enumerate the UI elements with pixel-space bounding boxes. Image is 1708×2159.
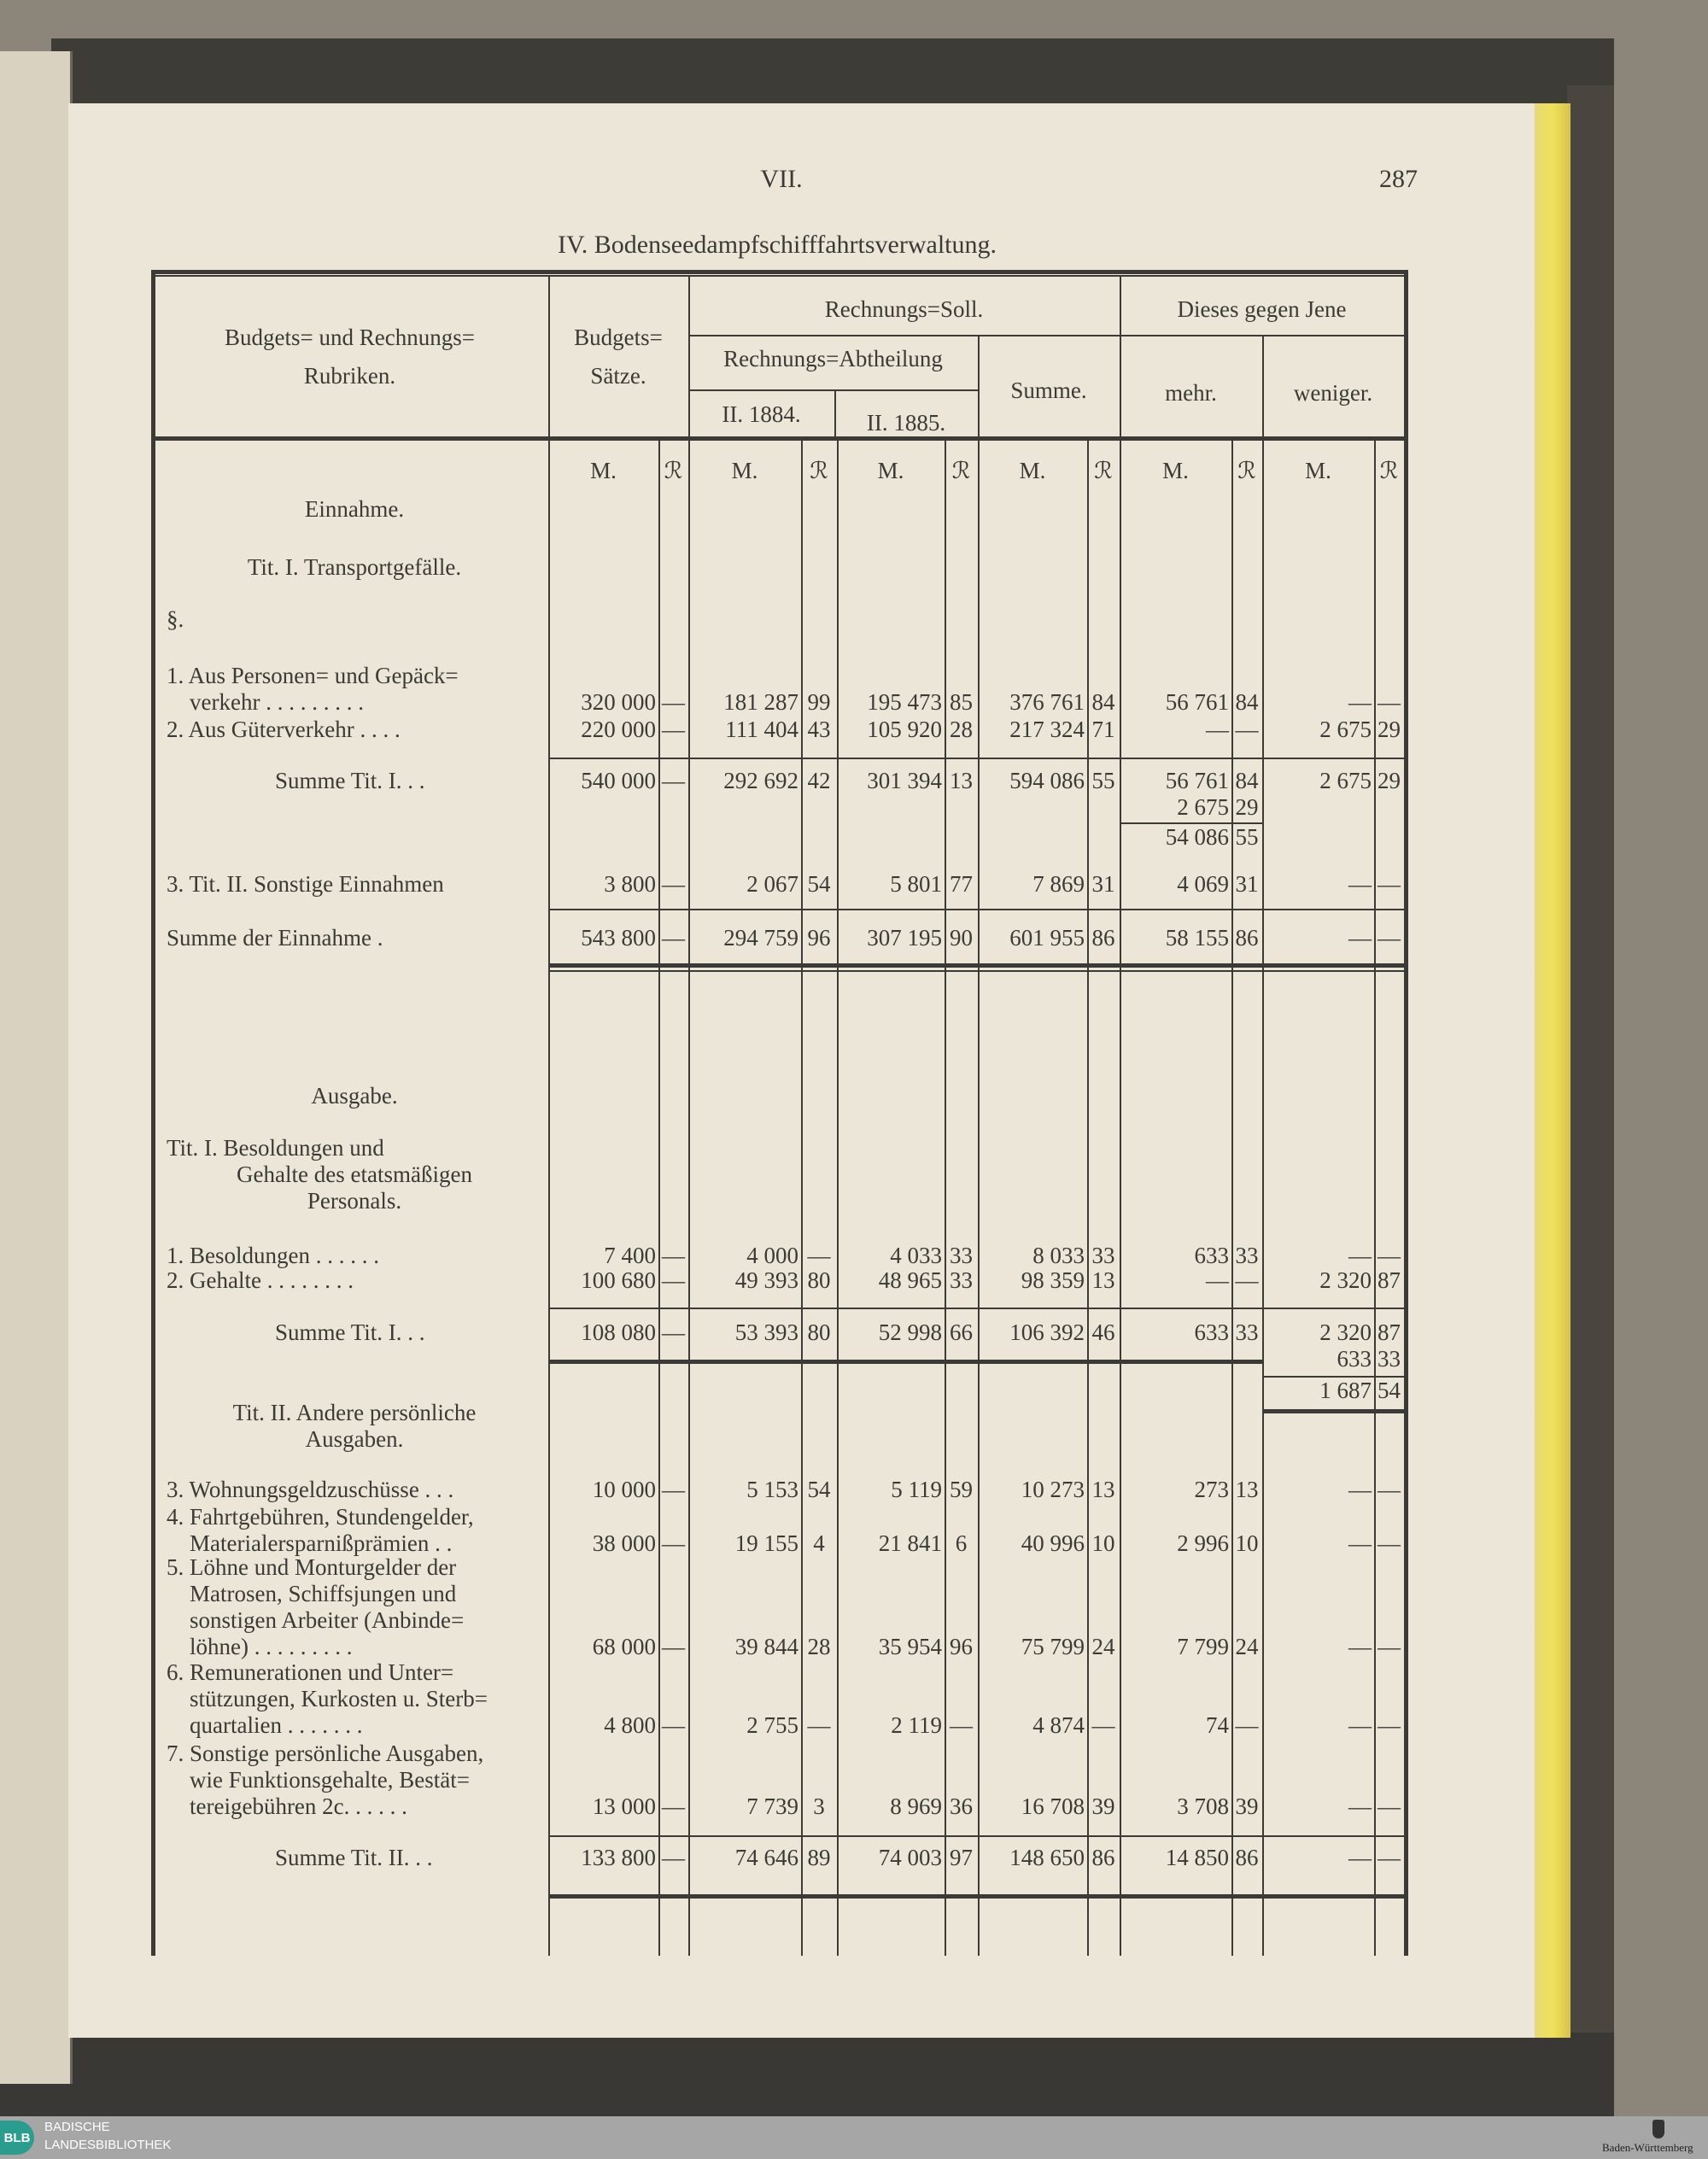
cell-pfennig: — bbox=[662, 717, 685, 742]
unit-mark: M. bbox=[1305, 458, 1331, 483]
cell-mark: 133 800 bbox=[581, 1845, 656, 1870]
cell-pfennig: 31 bbox=[1235, 871, 1259, 897]
cell-pfennig: — bbox=[662, 1243, 685, 1268]
cell-pfennig: 86 bbox=[1091, 1845, 1115, 1870]
cell-pfennig: 29 bbox=[1378, 768, 1401, 793]
cell-mark: 2 067 bbox=[746, 871, 798, 897]
cell-mark: — bbox=[1206, 1267, 1229, 1293]
header-1884: II. 1884. bbox=[722, 401, 801, 427]
cell-mark: 4 800 bbox=[604, 1712, 656, 1738]
cell-mark: 7 869 bbox=[1032, 871, 1085, 897]
row-label: verkehr . . . . . . . . . bbox=[167, 689, 364, 715]
cell-mark: 40 996 bbox=[1021, 1530, 1085, 1556]
cell-pfennig: 97 bbox=[950, 1845, 973, 1870]
blb-logo: BLB bbox=[0, 2121, 34, 2155]
cell-pfennig: — bbox=[1378, 1845, 1401, 1870]
cell-mark: 19 155 bbox=[734, 1530, 798, 1556]
cell-pfennig: 33 bbox=[1091, 1243, 1115, 1268]
cell-pfennig: 84 bbox=[1091, 689, 1115, 715]
cell-pfennig: — bbox=[1378, 925, 1401, 951]
row-label: Tit. II. Andere persönliche bbox=[232, 1400, 477, 1425]
cell-mark: — bbox=[1348, 1845, 1372, 1870]
cell-pfennig: 33 bbox=[950, 1243, 973, 1268]
cell-mark: 376 761 bbox=[1009, 689, 1085, 715]
cell-pfennig: 77 bbox=[950, 871, 973, 897]
cell-pfennig: 54 bbox=[807, 1477, 831, 1502]
header-summe: Summe. bbox=[1010, 377, 1087, 403]
cell-mark: 49 393 bbox=[734, 1267, 798, 1293]
row-label: 7. Sonstige persönliche Ausgaben, bbox=[167, 1741, 484, 1766]
cell-mark: 13 000 bbox=[592, 1793, 656, 1819]
unit-mark: M. bbox=[1019, 458, 1046, 483]
cell-mark: 56 761 bbox=[1165, 768, 1229, 793]
cell-pfennig: 54 bbox=[807, 871, 831, 897]
unit-pfennig: ℛ bbox=[664, 458, 683, 483]
cell-mark: 8 033 bbox=[1032, 1243, 1085, 1268]
row-label: Einnahme. bbox=[304, 496, 405, 522]
cell-pfennig: — bbox=[662, 1712, 685, 1738]
cell-mark: — bbox=[1348, 925, 1372, 951]
unit-pfennig: ℛ bbox=[1379, 458, 1399, 483]
cell-pfennig: 96 bbox=[950, 1634, 973, 1659]
row-label: 3. Wohnungsgeldzuschüsse . . . bbox=[167, 1477, 454, 1502]
horizontal-rule bbox=[548, 963, 1404, 968]
row-label: Tit. I. Besoldungen und bbox=[167, 1135, 384, 1161]
cell-pfennig: — bbox=[1235, 717, 1259, 742]
row-label: 1. Besoldungen . . . . . . bbox=[167, 1243, 379, 1268]
row-label: tereigebühren 2c. . . . . . bbox=[167, 1793, 407, 1819]
part-number: VII. bbox=[760, 165, 803, 193]
header-saetze: Sätze. bbox=[590, 363, 646, 389]
cell-mark: 21 841 bbox=[878, 1530, 942, 1556]
row-label: 2. Gehalte . . . . . . . . bbox=[167, 1267, 354, 1293]
cell-pfennig: 86 bbox=[1235, 1845, 1259, 1870]
library-name-line2: LANDESBIBLIOTHEK bbox=[44, 2138, 172, 2152]
cell-mark: 39 844 bbox=[734, 1634, 798, 1659]
horizontal-rule bbox=[548, 1894, 1404, 1899]
cell-mark: 7 799 bbox=[1177, 1634, 1229, 1659]
state-crest-icon bbox=[1652, 2120, 1664, 2139]
cell-pfennig: 39 bbox=[1091, 1793, 1115, 1819]
cell-pfennig: 71 bbox=[1091, 717, 1115, 742]
cell-pfennig: 66 bbox=[950, 1319, 973, 1345]
row-label: wie Funktionsgehalte, Bestät= bbox=[167, 1767, 470, 1793]
cell-mark: 10 000 bbox=[592, 1477, 656, 1502]
horizontal-rule bbox=[1262, 1376, 1404, 1378]
cell-pfennig: 39 bbox=[1235, 1793, 1259, 1819]
cell-pfennig: 55 bbox=[1235, 824, 1259, 850]
row-label: Personals. bbox=[307, 1188, 402, 1214]
cell-pfennig: 96 bbox=[807, 925, 831, 951]
unit-pfennig: ℛ bbox=[1094, 458, 1113, 483]
cell-pfennig: 59 bbox=[950, 1477, 973, 1502]
cell-mark: 48 965 bbox=[878, 1267, 942, 1293]
cell-pfennig: 28 bbox=[807, 1634, 831, 1659]
cell-pfennig: 29 bbox=[1235, 794, 1259, 820]
cell-pfennig: 33 bbox=[950, 1267, 973, 1293]
cell-pfennig: — bbox=[1378, 1793, 1401, 1819]
cell-mark: — bbox=[1348, 871, 1372, 897]
cell-mark: — bbox=[1348, 689, 1372, 715]
cell-pfennig: 13 bbox=[1235, 1477, 1259, 1502]
library-name-line1: BADISCHE bbox=[44, 2120, 110, 2134]
cell-mark: 4 069 bbox=[1177, 871, 1229, 897]
cell-mark: 98 359 bbox=[1021, 1267, 1085, 1293]
header-abtheilung: Rechnungs=Abtheilung bbox=[723, 346, 943, 372]
vertical-rule bbox=[548, 275, 550, 1956]
unit-pfennig: ℛ bbox=[951, 458, 971, 483]
unit-mark: M. bbox=[1162, 458, 1189, 483]
cell-pfennig: 80 bbox=[807, 1267, 831, 1293]
cell-pfennig: — bbox=[662, 1530, 685, 1556]
cell-mark: 594 086 bbox=[1009, 768, 1085, 793]
header-rechnungs-soll: Rechnungs=Soll. bbox=[824, 296, 984, 322]
cell-pfennig: 55 bbox=[1091, 768, 1115, 793]
row-label: Matrosen, Schiffsjungen und bbox=[167, 1581, 457, 1606]
cell-mark: 320 000 bbox=[581, 689, 656, 715]
cell-mark: 56 761 bbox=[1165, 689, 1229, 715]
state-label: Baden-Württemberg bbox=[1602, 2141, 1693, 2154]
row-label: Ausgabe. bbox=[311, 1083, 398, 1109]
row-label: 1. Aus Personen= und Gepäck= bbox=[167, 663, 459, 688]
cell-pfennig: — bbox=[807, 1712, 831, 1738]
cell-pfennig: 4 bbox=[813, 1530, 825, 1556]
vertical-rule bbox=[1404, 270, 1408, 1956]
cell-mark: — bbox=[1348, 1477, 1372, 1502]
cell-pfennig: 10 bbox=[1235, 1530, 1259, 1556]
cell-mark: 16 708 bbox=[1021, 1793, 1085, 1819]
cell-pfennig: 10 bbox=[1091, 1530, 1115, 1556]
cell-mark: 633 bbox=[1194, 1243, 1229, 1268]
unit-pfennig: ℛ bbox=[1237, 458, 1256, 483]
cell-mark: 100 680 bbox=[581, 1267, 656, 1293]
header-rubriken: Rubriken. bbox=[303, 363, 396, 389]
cell-pfennig: — bbox=[1378, 1712, 1401, 1738]
cell-mark: — bbox=[1348, 1530, 1372, 1556]
cell-pfennig: — bbox=[662, 1793, 685, 1819]
cell-mark: 633 bbox=[1337, 1346, 1372, 1372]
cell-pfennig: 6 bbox=[955, 1530, 968, 1556]
cell-pfennig: 33 bbox=[1235, 1319, 1259, 1345]
cell-mark: 3 708 bbox=[1177, 1793, 1229, 1819]
cell-pfennig: — bbox=[662, 1845, 685, 1870]
cell-pfennig: — bbox=[662, 1634, 685, 1659]
cell-pfennig: 90 bbox=[950, 925, 973, 951]
row-label: 2. Aus Güterverkehr . . . . bbox=[167, 717, 401, 742]
cell-pfennig: 31 bbox=[1091, 871, 1115, 897]
row-label: Materialersparnißprämien . . bbox=[167, 1530, 453, 1556]
row-label: löhne) . . . . . . . . . bbox=[167, 1634, 353, 1659]
cell-pfennig: 85 bbox=[950, 689, 973, 715]
header-saetze: Budgets= bbox=[574, 325, 663, 350]
cell-pfennig: 24 bbox=[1235, 1634, 1259, 1659]
cell-mark: 54 086 bbox=[1165, 824, 1229, 850]
cell-pfennig: — bbox=[662, 768, 685, 793]
horizontal-rule bbox=[1262, 1409, 1404, 1413]
cell-mark: 74 bbox=[1206, 1712, 1229, 1738]
cell-pfennig: 84 bbox=[1235, 768, 1259, 793]
cell-pfennig: — bbox=[1378, 1634, 1401, 1659]
cell-mark: 5 153 bbox=[746, 1477, 798, 1502]
cell-mark: 217 324 bbox=[1009, 717, 1085, 742]
vertical-rule bbox=[151, 270, 155, 1956]
cell-mark: 5 801 bbox=[890, 871, 942, 897]
row-label: Summe Tit. I. . . bbox=[275, 1319, 425, 1345]
cell-mark: 543 800 bbox=[581, 925, 656, 951]
cell-mark: 148 650 bbox=[1009, 1845, 1085, 1870]
cell-mark: — bbox=[1348, 1793, 1372, 1819]
horizontal-rule bbox=[548, 970, 1404, 972]
cell-pfennig: 42 bbox=[807, 768, 831, 793]
cell-pfennig: 89 bbox=[807, 1845, 831, 1870]
cell-mark: 74 003 bbox=[878, 1845, 942, 1870]
unit-pfennig: ℛ bbox=[810, 458, 828, 483]
cell-mark: 220 000 bbox=[581, 717, 656, 742]
row-label: stützungen, Kurkosten u. Sterb= bbox=[167, 1686, 488, 1711]
cell-pfennig: 13 bbox=[950, 768, 973, 793]
cell-pfennig: 87 bbox=[1378, 1267, 1401, 1293]
header-dieses-gegen-jene: Dieses gegen Jene bbox=[1177, 296, 1347, 322]
page-number: 287 bbox=[1379, 165, 1418, 193]
cell-mark: 58 155 bbox=[1165, 925, 1229, 951]
horizontal-rule bbox=[548, 1360, 1262, 1364]
cell-mark: 8 969 bbox=[890, 1793, 942, 1819]
cell-pfennig: 43 bbox=[807, 717, 831, 742]
cell-mark: 7 400 bbox=[604, 1243, 656, 1268]
cell-mark: 195 473 bbox=[867, 689, 942, 715]
cell-pfennig: 28 bbox=[950, 717, 973, 742]
cell-mark: 633 bbox=[1194, 1319, 1229, 1345]
row-label: §. bbox=[167, 606, 184, 632]
cell-pfennig: 99 bbox=[807, 689, 831, 715]
row-label: 5. Löhne und Monturgelder der bbox=[167, 1554, 457, 1580]
cell-pfennig: — bbox=[1378, 1243, 1401, 1268]
cell-mark: 106 392 bbox=[1009, 1319, 1085, 1345]
cell-pfennig: — bbox=[662, 689, 685, 715]
horizontal-rule bbox=[688, 335, 1404, 336]
cell-pfennig: — bbox=[1235, 1267, 1259, 1293]
vertical-rule bbox=[688, 275, 690, 1956]
cell-pfennig: 54 bbox=[1378, 1378, 1401, 1403]
vertical-rule bbox=[1120, 275, 1121, 1956]
cell-mark: — bbox=[1348, 1634, 1372, 1659]
cell-mark: 5 119 bbox=[891, 1477, 942, 1502]
cell-pfennig: — bbox=[662, 1319, 685, 1345]
cell-mark: 2 675 bbox=[1319, 768, 1372, 793]
cell-pfennig: 87 bbox=[1378, 1319, 1401, 1345]
header-rubriken: Budgets= und Rechnungs= bbox=[225, 325, 475, 350]
cell-mark: 52 998 bbox=[878, 1319, 942, 1345]
cell-mark: 307 195 bbox=[867, 925, 942, 951]
cell-pfennig: — bbox=[1235, 1712, 1259, 1738]
header-mehr: mehr. bbox=[1165, 380, 1217, 406]
cell-mark: 35 954 bbox=[878, 1634, 942, 1659]
cell-mark: 111 404 bbox=[725, 717, 798, 742]
row-label: Tit. I. Transportgefälle. bbox=[247, 554, 462, 580]
cell-mark: 68 000 bbox=[592, 1634, 656, 1659]
cell-pfennig: — bbox=[662, 1477, 685, 1502]
cell-pfennig: 86 bbox=[1091, 925, 1115, 951]
section-title: IV. Bodenseedampfschifffahrtsverwaltung. bbox=[557, 231, 997, 259]
cell-mark: 301 394 bbox=[867, 768, 942, 793]
horizontal-rule bbox=[688, 389, 978, 391]
cell-mark: 4 033 bbox=[890, 1243, 942, 1268]
cell-mark: 7 739 bbox=[746, 1793, 798, 1819]
horizontal-rule bbox=[548, 1835, 1404, 1837]
cell-mark: 53 393 bbox=[734, 1319, 798, 1345]
row-label: Gehalte des etatsmäßigen bbox=[237, 1161, 472, 1187]
cell-mark: 2 320 bbox=[1319, 1267, 1372, 1293]
row-label: 6. Remunerationen und Unter= bbox=[167, 1659, 454, 1685]
horizontal-rule bbox=[151, 275, 1407, 277]
cell-pfennig: — bbox=[807, 1243, 831, 1268]
cell-mark: 2 119 bbox=[891, 1712, 942, 1738]
cell-mark: 3 800 bbox=[604, 871, 656, 897]
cell-mark: 540 000 bbox=[581, 768, 656, 793]
horizontal-rule bbox=[151, 436, 1407, 441]
cell-mark: 2 320 bbox=[1319, 1319, 1372, 1345]
header-weniger: weniger. bbox=[1293, 380, 1373, 406]
footer-bar bbox=[0, 2116, 1708, 2159]
cell-pfennig: — bbox=[1091, 1712, 1115, 1738]
unit-mark: M. bbox=[731, 458, 758, 483]
cell-pfennig: — bbox=[1378, 689, 1401, 715]
row-label: Summe Tit. II. . . bbox=[275, 1845, 433, 1870]
cell-mark: 74 646 bbox=[734, 1845, 798, 1870]
row-label: 4. Fahrtgebühren, Stundengelder, bbox=[167, 1504, 474, 1530]
cell-mark: 105 920 bbox=[867, 717, 942, 742]
cell-pfennig: — bbox=[662, 925, 685, 951]
cell-mark: 2 675 bbox=[1319, 717, 1372, 742]
cell-pfennig: 86 bbox=[1235, 925, 1259, 951]
unit-mark: M. bbox=[877, 458, 904, 483]
cell-mark: 108 080 bbox=[581, 1319, 656, 1345]
header-1885: II. 1885. bbox=[866, 410, 946, 436]
cell-pfennig: 33 bbox=[1378, 1346, 1401, 1372]
cell-pfennig: — bbox=[662, 1267, 685, 1293]
cell-mark: 292 692 bbox=[723, 768, 798, 793]
cell-pfennig: 36 bbox=[950, 1793, 973, 1819]
cell-mark: 2 675 bbox=[1177, 794, 1229, 820]
cell-mark: 38 000 bbox=[592, 1530, 656, 1556]
cell-pfennig: 13 bbox=[1091, 1477, 1115, 1502]
cell-pfennig: 80 bbox=[807, 1319, 831, 1345]
cell-mark: — bbox=[1348, 1712, 1372, 1738]
horizontal-rule bbox=[548, 758, 1404, 759]
cell-mark: 294 759 bbox=[723, 925, 798, 951]
unit-mark: M. bbox=[590, 458, 617, 483]
cell-mark: 2 996 bbox=[1177, 1530, 1229, 1556]
cell-mark: 181 287 bbox=[723, 689, 798, 715]
cell-mark: 1 687 bbox=[1319, 1378, 1372, 1403]
cell-pfennig: 13 bbox=[1091, 1267, 1115, 1293]
horizontal-rule bbox=[548, 1308, 1404, 1309]
cell-mark: — bbox=[1206, 717, 1229, 742]
cell-mark: 601 955 bbox=[1009, 925, 1085, 951]
cell-mark: 4 874 bbox=[1032, 1712, 1085, 1738]
horizontal-rule bbox=[1120, 822, 1262, 824]
cell-mark: 14 850 bbox=[1165, 1845, 1229, 1870]
cell-mark: 2 755 bbox=[746, 1712, 798, 1738]
cell-pfennig: 3 bbox=[813, 1793, 825, 1819]
cell-pfennig: — bbox=[662, 871, 685, 897]
cell-pfennig: 84 bbox=[1235, 689, 1259, 715]
cell-mark: 75 799 bbox=[1021, 1634, 1085, 1659]
horizontal-rule bbox=[548, 909, 1404, 910]
cell-pfennig: 29 bbox=[1378, 717, 1401, 742]
cell-mark: 10 273 bbox=[1021, 1477, 1085, 1502]
cell-pfennig: — bbox=[950, 1712, 973, 1738]
cell-pfennig: — bbox=[1378, 871, 1401, 897]
row-label: quartalien . . . . . . . bbox=[167, 1712, 363, 1738]
row-label: 3. Tit. II. Sonstige Einnahmen bbox=[167, 871, 444, 897]
cell-pfennig: 33 bbox=[1235, 1243, 1259, 1268]
row-label: Ausgaben. bbox=[305, 1426, 404, 1452]
cell-pfennig: — bbox=[1378, 1530, 1401, 1556]
cell-pfennig: — bbox=[1378, 1477, 1401, 1502]
row-label: sonstigen Arbeiter (Anbinde= bbox=[167, 1607, 465, 1633]
row-label: Summe der Einnahme . bbox=[167, 925, 383, 951]
cell-pfennig: 46 bbox=[1091, 1319, 1115, 1345]
cell-mark: 4 000 bbox=[746, 1243, 798, 1268]
horizontal-rule bbox=[151, 270, 1407, 274]
row-label: Summe Tit. I. . . bbox=[275, 768, 425, 793]
cell-mark: 273 bbox=[1194, 1477, 1229, 1502]
cell-pfennig: 24 bbox=[1091, 1634, 1115, 1659]
cell-mark: — bbox=[1348, 1243, 1372, 1268]
